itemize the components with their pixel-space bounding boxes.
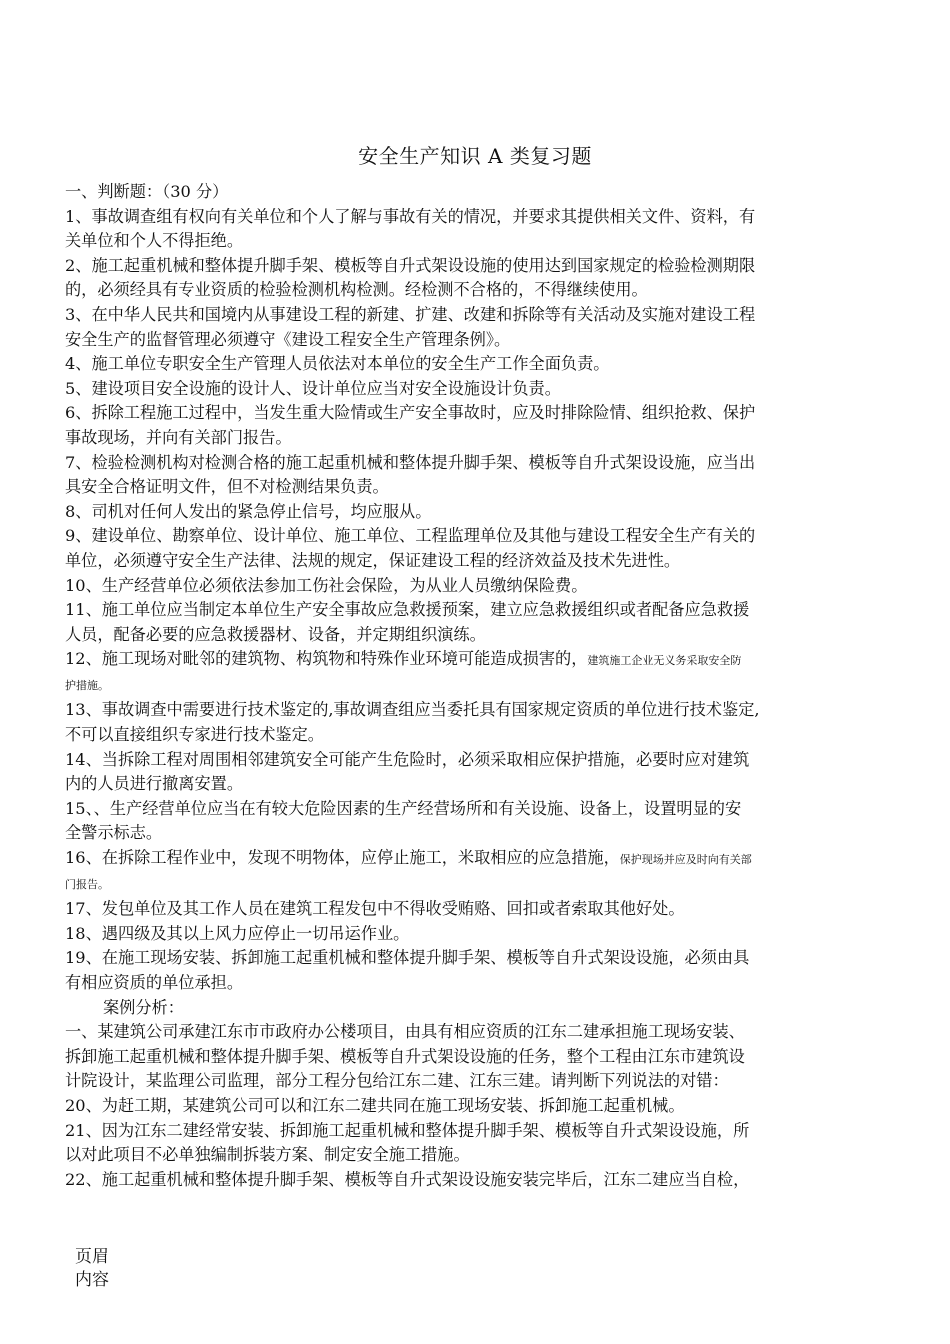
case-heading: 案例分析： [103,997,184,1017]
text-line: 一、某建筑公司承建江东市市政府办公楼项目，由具有相应资质的江东二建承担施工现场安装、 [65,1022,745,1042]
footer-line: 页眉 [75,1247,109,1267]
text-line: 的，必须经具有专业资质的检验检测机构检测。经检测不合格的，不得继续使用。 [65,280,648,300]
text-line: 6、拆除工程施工过程中，当发生重大险情或生产安全事故时，应及时排除险情、组织抢救、保护 [65,403,756,423]
line-main-text: 16、在拆除工程作业中，发现不明物体，应停止施工，米取相应的应急措施， [65,848,620,868]
text-line: 5、建设项目安全设施的设计人、设计单位应当对安全设施设计负责。 [65,378,561,398]
section-heading: 一、判断题：（30 分） [65,182,229,201]
text-line: 21、因为江东二建经常安装、拆卸施工起重机械和整体提升脚手架、模板等自升式架设设施，所 [65,1120,750,1140]
text-line: 18、遇四级及其以上风力应停止一切吊运作业。 [65,923,410,943]
text-line-mixed [65,647,885,674]
text-line: 有相应资质的单位承担。 [65,973,244,992]
text-line: 具安全合格证明文件，但不对检测结果负责。 [65,477,389,497]
text-line: 15、、生产经营单位应当在有较大危险因素的生产经营场所和有关设施、设备上，设置明显的安 [65,798,742,818]
line-main-text: 12、施工现场对毗邻的建筑物、构筑物和特殊作业环境可能造成损害的， [65,649,588,669]
text-line: 人员，配备必要的应急救援器材、设备，并定期组织演练。 [65,624,486,644]
text-line: 17、发包单位及其工作人员在建筑工程发包中不得收受贿赂、回扣或者索取其他好处。 [65,899,685,919]
text-line: 计院设计，某监理公司监理，部分工程分包给江东二建、江东三建。请判断下列说法的对错： [65,1071,729,1091]
text-line: 单位，必须遵守安全生产法律、法规的规定，保证建设工程的经济效益及技术先进性。 [65,550,681,570]
text-line: 19、在施工现场安装、拆卸施工起重机械和整体提升脚手架、模板等自升式架设设施，必须由具 [65,948,750,968]
text-line: 安全生产的监督管理必须遵守《建设工程安全生产管理条例》。 [65,329,511,349]
text-line: 2、施工起重机械和整体提升脚手架、模板等自升式架设设施的使用达到国家规定的检验检测期限 [65,255,756,275]
text-line: 9、建设单位、勘察单位、设计单位、施工单位、工程监理单位及其他与建设工程安全生产有关的 [65,526,756,546]
text-line: 22、施工起重机械和整体提升脚手架、模板等自升式架设设施安装完毕后，江东二建应当自检， [65,1169,750,1189]
text-line: 关单位和个人不得拒绝。 [65,231,244,251]
text-line: 14、当拆除工程对周围相邻建筑安全可能产生危险时，必须采取相应保护措施，必要时应对建筑 [65,749,750,769]
text-line: 7、检验检测机构对检测合格的施工起重机械和整体提升脚手架、模板等自升式架设设施，应当出 [65,452,756,472]
text-line: 3、在中华人民共和国境内从事建设工程的新建、扩建、改建和拆除等有关活动及实施对建设工程 [65,304,756,324]
text-line: 10、生产经营单位必须依法参加工伤社会保险，为从业人员缴纳保险费。 [65,575,588,595]
text-line: 1、事故调查组有权向有关单位和个人了解与事故有关的情况，并要求其提供相关文件、资料，有 [65,206,756,226]
text-line: 全警示标志。 [65,823,163,843]
line-small-text: 建筑施工企业无义务采取安全防 [587,654,742,668]
text-line: 4、施工单位专职安全生产管理人员依法对本单位的安全生产工作全面负责。 [65,354,610,374]
text-line: 11、施工单位应当制定本单位生产安全事故应急救援预案，建立应急救援组织或者配备应急救援 [65,600,750,620]
page-footer [75,1246,109,1292]
text-line: 事故现场，并向有关部门报告。 [65,427,292,447]
text-line-small: 门报告。 [65,877,109,891]
document-body [65,180,885,1192]
line-small-text: 保护现场并应及时向有关部 [619,853,752,867]
text-line: 8、司机对任何人发出的紧急停止信号，均应服从。 [65,501,432,521]
text-line-small: 护措施。 [65,678,109,692]
text-line: 以对此项目不必单独编制拆装方案、制定安全施工措施。 [65,1145,470,1165]
document-title: 安全生产知识 A 类复习题 [358,144,592,168]
text-line: 13、事故调查中需要进行技术鉴定的,事故调查组应当委托具有国家规定资质的单位进行技术鉴定, [65,700,760,720]
text-line: 20、为赶工期，某建筑公司可以和江东二建共同在施工现场安装、拆卸施工起重机械。 [65,1095,685,1115]
text-line: 拆卸施工起重机械和整体提升脚手架、模板等自升式架设设施的任务，整个工程由江东市建筑设 [65,1046,745,1066]
footer-line: 内容 [75,1270,109,1290]
text-line-mixed [65,846,885,873]
text-line: 不可以直接组织专家进行技术鉴定。 [65,725,324,745]
text-line: 内的人员进行撤离安置。 [65,774,244,794]
